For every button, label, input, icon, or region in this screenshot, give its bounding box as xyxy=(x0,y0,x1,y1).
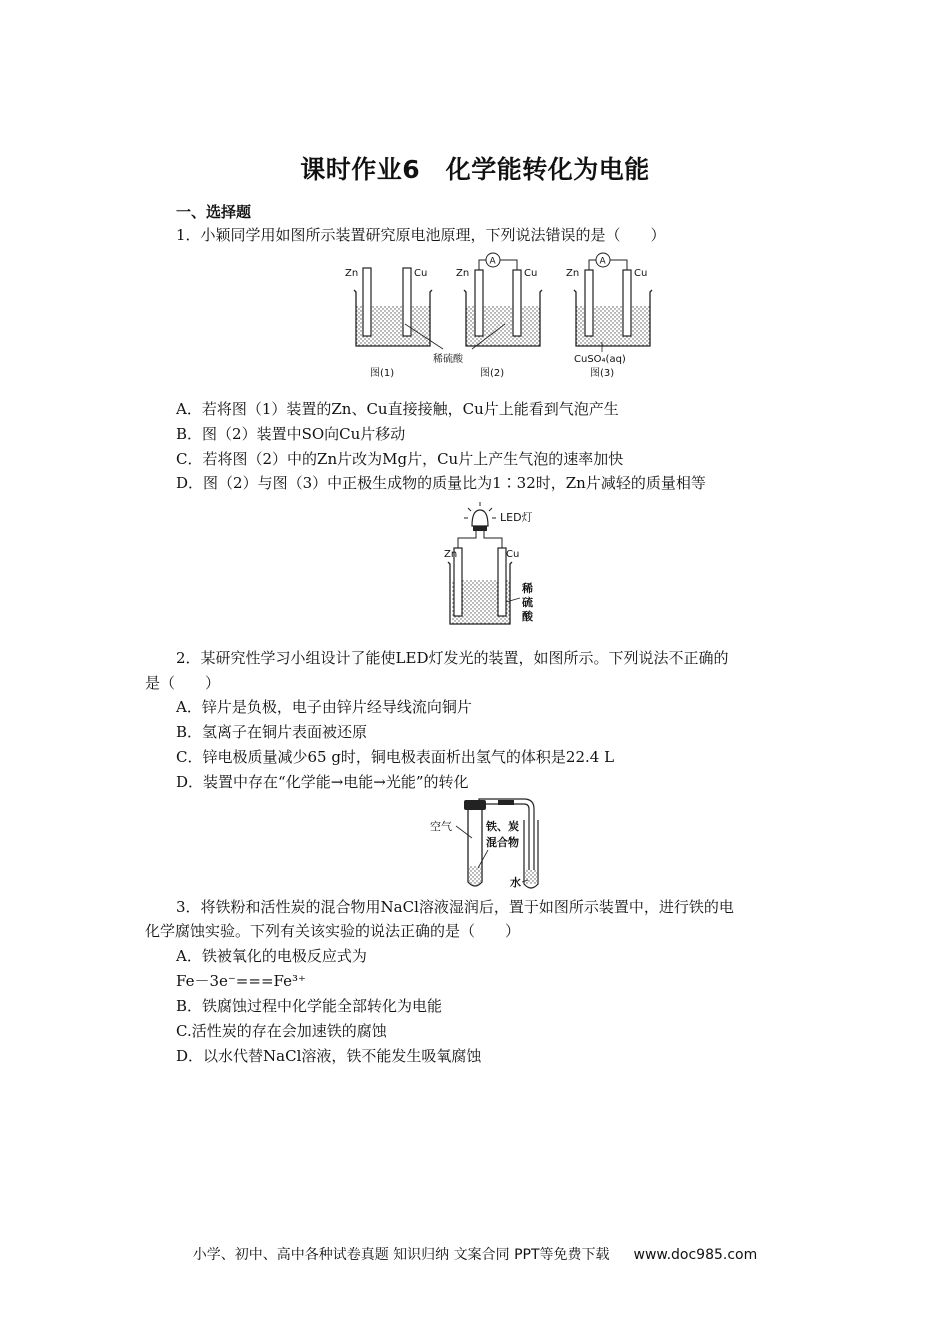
cuso4-label: CuSO₄(aq) xyxy=(574,354,626,365)
q3-stem-line2: 化学腐蚀实验。下列有关该实验的说法正确的是（ ） xyxy=(145,922,521,940)
q3-option-a-equation: Fe－3e⁻===Fe³⁺ xyxy=(176,972,306,990)
q2-stem-line1: 2．某研究性学习小组设计了能使LED灯发光的装置，如图所示。下列说法不正确的 xyxy=(176,649,729,667)
q1-stem: 1．小颖同学用如图所示装置研究原电池原理，下列说法错误的是（ ） xyxy=(176,226,666,244)
caption-fig1: 图(1) xyxy=(370,368,395,379)
fig1-cu-label: Cu xyxy=(414,268,428,279)
q1-option-a: A．若将图（1）装置的Zn、Cu直接接触，Cu片上能看到气泡产生 xyxy=(176,400,619,418)
q2-option-b: B．氢离子在铜片表面被还原 xyxy=(176,723,368,741)
fig3-ammeter-label: A xyxy=(599,256,606,267)
fig2-zn-label: Zn xyxy=(456,268,470,279)
q2-zn-label: Zn xyxy=(444,549,458,560)
q3-option-d: D．以水代替NaCl溶液，铁不能发生吸氧腐蚀 xyxy=(176,1047,482,1065)
acid-label: 稀硫酸 xyxy=(433,354,463,365)
page-title: 课时作业6 化学能转化为电能 xyxy=(300,155,650,184)
fig1-zn-label: Zn xyxy=(345,268,359,279)
fig3-cu-label: Cu xyxy=(634,268,648,279)
q2-option-c: C．锌电极质量减少65 g时，铜电极表面析出氢气的体积是22.4 L xyxy=(176,748,615,766)
led-label: LED灯 xyxy=(500,511,533,524)
footer xyxy=(0,1244,950,1264)
fig3-zn-label: Zn xyxy=(566,268,580,279)
q2-acid-label-2: 硫 xyxy=(522,596,533,609)
footer-text: 小学、初中、高中各种试卷真题 知识归纳 文案合同 PPT等免费下载 xyxy=(192,1247,610,1263)
q1-option-d: D．图（2）与图（3）中正极生成物的质量比为1∶32时，Zn片减轻的质量相等 xyxy=(176,474,706,492)
q1-option-b: B．图（2）装置中SO向Cu片移动 xyxy=(176,425,406,443)
caption-fig3: 图(3) xyxy=(590,368,615,379)
caption-fig2: 图(2) xyxy=(480,368,505,379)
q1-figure xyxy=(340,256,648,382)
mixture-label-1: 铁、炭 xyxy=(486,820,519,833)
footer-url[interactable]: www.doc985.com xyxy=(633,1247,758,1263)
section-heading: 一、选择题 xyxy=(176,203,252,221)
q2-option-a: A．锌片是负极，电子由锌片经导线流向铜片 xyxy=(176,698,472,716)
q1-option-c: C．若将图（2）中的Zn片改为Mg片，Cu片上产生气泡的速率加快 xyxy=(176,450,624,468)
q2-cu-label: Cu xyxy=(506,549,520,560)
beaker-2 xyxy=(456,253,542,346)
mixture-label-2: 混合物 xyxy=(486,836,519,849)
q3-stem-line1: 3．将铁粉和活性炭的混合物用NaCl溶液湿润后，置于如图所示装置中，进行铁的电 xyxy=(176,898,734,916)
stopper-icon xyxy=(464,800,486,810)
q3-option-a: A．铁被氧化的电极反应式为 xyxy=(176,947,367,965)
q2-stem-line2: 是（ ） xyxy=(145,674,221,692)
q3-option-b: B．铁腐蚀过程中化学能全部转化为电能 xyxy=(176,997,443,1015)
q2-figure xyxy=(440,502,560,632)
water-label: 水 xyxy=(510,876,521,889)
fig2-cu-label: Cu xyxy=(524,268,538,279)
q3-figure xyxy=(428,800,558,892)
q3-option-c: C.活性炭的存在会加速铁的腐蚀 xyxy=(176,1022,387,1040)
q2-option-d: D．装置中存在“化学能→电能→光能”的转化 xyxy=(176,773,469,791)
fig2-ammeter-label: A xyxy=(489,256,496,267)
q2-acid-label-1: 稀 xyxy=(522,582,533,595)
beaker-1 xyxy=(345,268,432,346)
q2-acid-label-3: 酸 xyxy=(522,610,533,623)
air-label: 空气 xyxy=(430,820,452,833)
led-bulb-icon xyxy=(464,502,496,531)
beaker-3 xyxy=(566,253,652,346)
